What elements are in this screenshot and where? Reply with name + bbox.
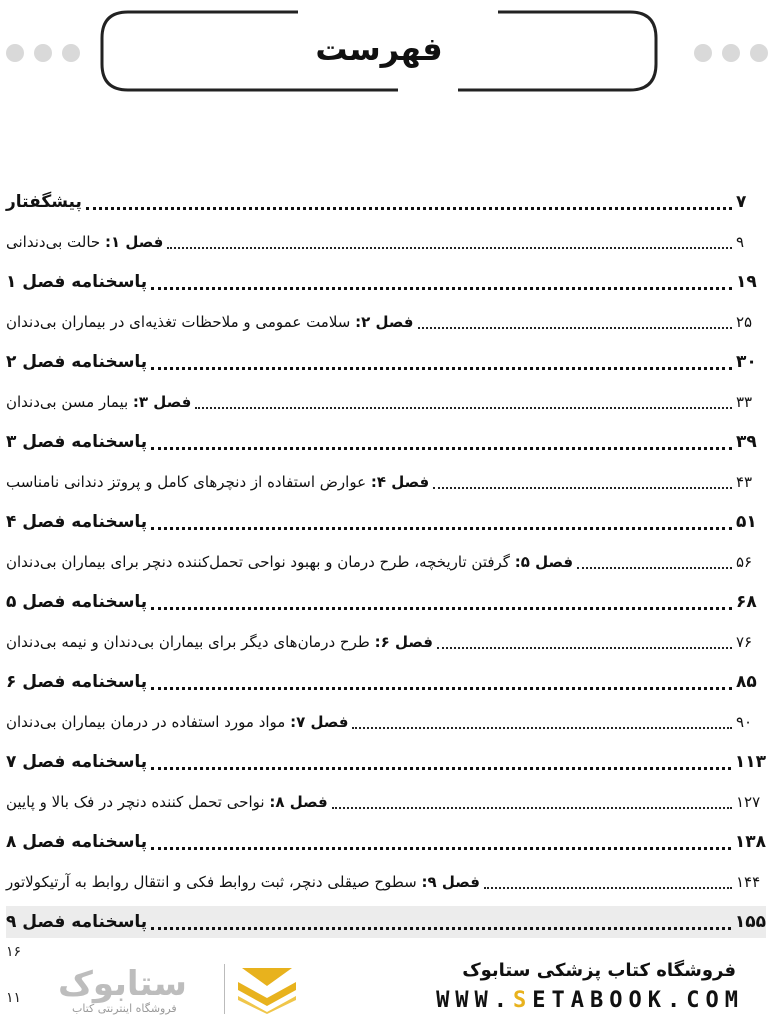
cut-off-page-number: ۱۱ <box>6 990 22 1006</box>
title-frame <box>98 8 660 94</box>
dot-leader <box>151 767 731 770</box>
toc-entry-title: فصل ۵: گرفتن تاریخچه، طرح درمان و بهبود نواحی تحمل‌کننده دنچر برای بیماران بی‌دندان <box>6 553 574 571</box>
toc-row[interactable] <box>6 426 766 458</box>
toc-page-number: ۱۱۳ <box>734 752 766 772</box>
toc-row[interactable] <box>6 306 766 338</box>
toc-entry-title: پاسخنامه فصل ۱ <box>6 272 148 292</box>
toc-page-number: ۷۶ <box>736 633 753 651</box>
toc-row[interactable] <box>6 706 766 738</box>
dot-leader <box>433 487 732 489</box>
toc-page-number: ۵۱ <box>736 512 757 532</box>
toc-row[interactable] <box>6 186 766 218</box>
toc-page-number: ۴۳ <box>736 473 753 491</box>
toc-entry-title: فصل ۴: عوارض استفاده از دنچرهای کامل و پروتز دندانی نامناسب <box>6 473 430 491</box>
toc-entry-title: فصل ۱: حالت بی‌دندانی <box>6 233 164 251</box>
book-logo-icon <box>236 964 298 1014</box>
toc-page-number: ۹۰ <box>736 713 753 731</box>
dot-leader <box>86 207 732 210</box>
toc-page-number: ۵۶ <box>736 553 753 571</box>
toc-row[interactable] <box>6 546 766 578</box>
toc-entry-title: فصل ۷: مواد مورد استفاده در درمان بیماران بی‌دندان <box>6 713 349 731</box>
toc-row[interactable] <box>6 346 766 378</box>
toc-page-number: ۶۸ <box>736 592 757 612</box>
toc-entry-title: پاسخنامه فصل ۸ <box>6 832 148 852</box>
logo-subtitle: فروشگاه اینترنتی کتاب <box>72 1002 177 1015</box>
dot-leader <box>151 527 732 530</box>
toc-row[interactable] <box>6 666 766 698</box>
toc-entry-title: فصل ۲: سلامت عمومی و ملاحظات تغذیه‌ای در بیماران بی‌دندان <box>6 313 414 331</box>
toc-page-number: ۳۹ <box>736 432 757 452</box>
toc-row[interactable] <box>6 626 766 658</box>
logo-wordmark: ستابوک <box>58 964 187 1004</box>
toc-page-number: ۱۳۸ <box>734 832 766 852</box>
toc-entry-title: فصل ۸: نواحی تحمل کننده دنچر در فک بالا و پایین <box>6 793 328 811</box>
setabook-logo <box>58 962 308 1020</box>
dot-leader <box>418 327 733 329</box>
toc-row[interactable] <box>6 466 766 498</box>
toc-page-number: ۲۵ <box>736 313 753 331</box>
toc-page-number: ۳۰ <box>736 352 757 372</box>
store-url[interactable]: WWW.SETABOOK.COM <box>436 988 744 1013</box>
toc-page-number: ۸۵ <box>736 672 757 692</box>
toc-row[interactable] <box>6 386 766 418</box>
toc-row[interactable] <box>6 586 766 618</box>
cut-off-page-number: ۱۶ <box>6 944 22 960</box>
toc-row[interactable] <box>6 226 766 258</box>
toc-page-number: ۱۲۷ <box>736 793 761 811</box>
dot-leader <box>437 647 732 649</box>
dot-leader <box>151 687 732 690</box>
dot-leader <box>484 887 732 889</box>
toc-entry-title: پاسخنامه فصل ۵ <box>6 592 148 612</box>
table-of-contents <box>6 186 766 946</box>
toc-page-number: ۹ <box>736 233 745 251</box>
toc-row[interactable] <box>6 786 766 818</box>
page-title: فهرست <box>315 30 443 68</box>
dot-leader <box>352 727 732 729</box>
dot-leader <box>167 247 732 249</box>
toc-entry-title: فصل ۳: بیمار مسن بی‌دندان <box>6 393 192 411</box>
dot-leader <box>151 847 731 850</box>
dot-leader <box>577 567 732 569</box>
dot-leader <box>151 607 732 610</box>
toc-entry-title: پاسخنامه فصل ۶ <box>6 672 148 692</box>
decorative-dots-left <box>6 44 80 62</box>
dot-leader <box>332 807 732 809</box>
toc-row[interactable] <box>6 746 766 778</box>
toc-entry-title: پاسخنامه فصل ۴ <box>6 512 148 532</box>
dot-leader <box>151 287 732 290</box>
toc-entry-title: فصل ۶: طرح درمان‌های دیگر برای بیماران بی‌دندان و نیمه بی‌دندان <box>6 633 433 651</box>
dot-leader <box>195 407 732 409</box>
toc-entry-title: پیشگفتار <box>6 192 82 212</box>
toc-row[interactable] <box>6 826 766 858</box>
logo-divider <box>224 964 225 1014</box>
toc-entry-title: پاسخنامه فصل ۳ <box>6 432 148 452</box>
dot-leader <box>151 447 732 450</box>
toc-page-number: ۱۴۴ <box>736 873 761 891</box>
store-name: فروشگاه کتاب پزشکی ستابوک <box>462 960 736 981</box>
decorative-dots-right <box>694 44 768 62</box>
dot-leader <box>151 927 731 930</box>
toc-page-number: ۳۳ <box>736 393 753 411</box>
toc-entry-title: فصل ۹: سطوح صیقلی دنچر، ثبت روابط فکی و انتقال روابط به آرتیکولاتور <box>6 873 480 891</box>
toc-entry-title: پاسخنامه فصل ۷ <box>6 752 148 772</box>
toc-page-number: ۱۵۵ <box>734 912 766 932</box>
toc-entry-title: پاسخنامه فصل ۹ <box>6 912 148 932</box>
toc-row[interactable] <box>6 906 766 938</box>
dot-leader <box>151 367 732 370</box>
toc-page-number: ۱۹ <box>736 272 757 292</box>
toc-row[interactable] <box>6 266 766 298</box>
toc-row[interactable] <box>6 866 766 898</box>
toc-row[interactable] <box>6 506 766 538</box>
toc-page-number: ۷ <box>736 192 747 212</box>
toc-entry-title: پاسخنامه فصل ۲ <box>6 352 148 372</box>
